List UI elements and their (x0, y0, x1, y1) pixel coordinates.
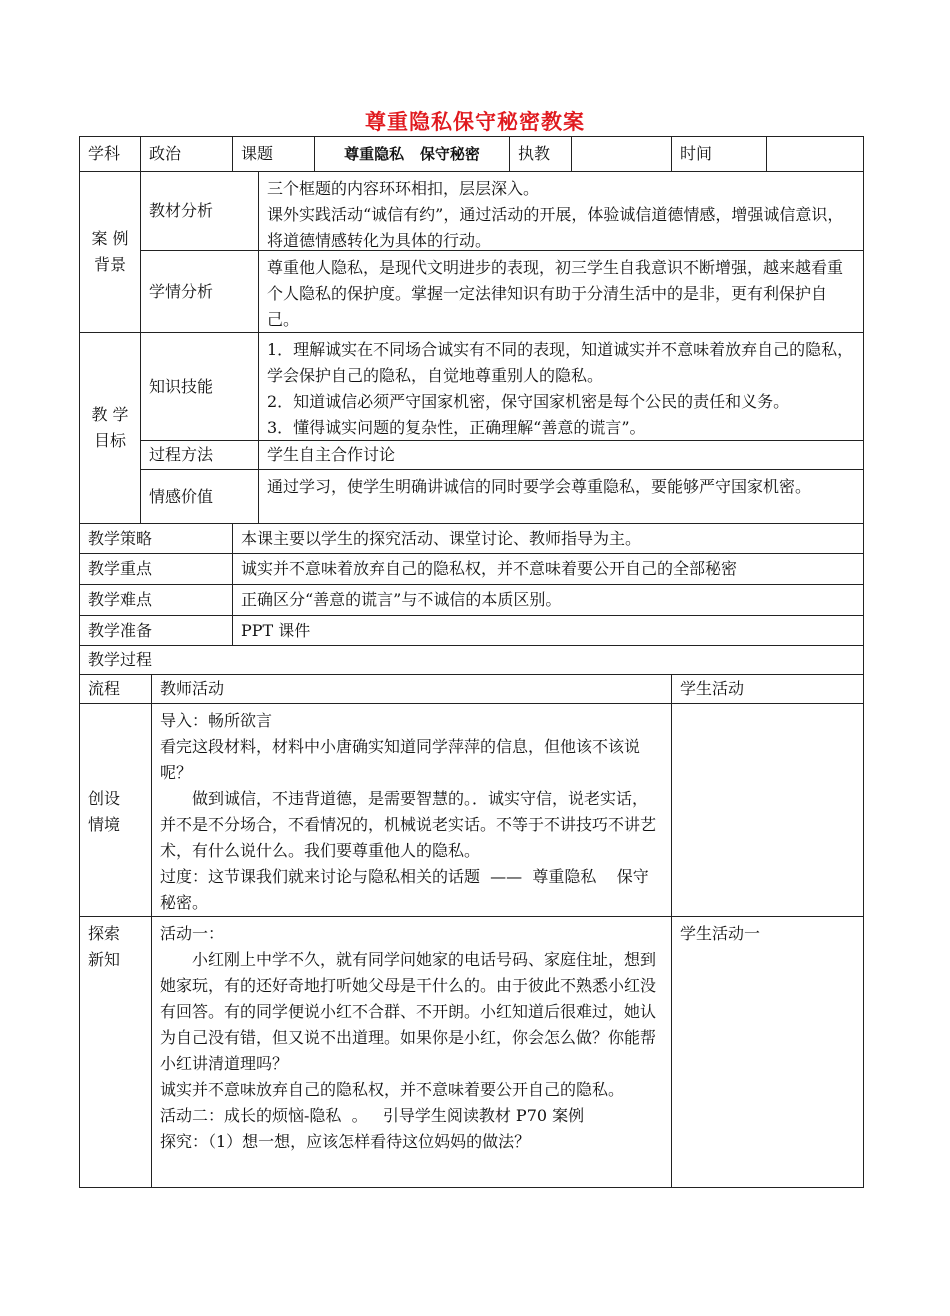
topic-label: 课题 (232, 136, 315, 172)
time-value (766, 136, 864, 172)
stage-explore-label: 探索 新知 (79, 916, 152, 1188)
teacher-label: 执教 (509, 136, 572, 172)
emotion-value-label: 情感价值 (140, 469, 259, 524)
activity-one-title: 活动一： (160, 924, 225, 943)
activity-one-story: 小红刚上中学不久，就有同学问她家的电话号码、家庭住址，想到她家玩，有的还好奇地打听她父母是干什么的。由于彼此不熟悉小红没有回答。有的同学便说小红不合群、不开朗。小红知道后很难过，她认为自己没有错，但又说不出道理。如果你是小红，你会怎么做？你能帮小红讲清道理吗？ (160, 950, 657, 1073)
focus-label: 教学重点 (79, 553, 233, 585)
subject-label: 学科 (79, 136, 141, 172)
emotion-value-text: 通过学习，使学生明确讲诚信的同时要学会尊重隐私，要能够严守国家机密。 (258, 469, 864, 524)
strategy-label: 教学策略 (79, 523, 233, 554)
honesty-paragraph: 做到诚信，不违背道德，是需要智慧的。．诚实守信，说老实话，并不是不分场合，不看情况的，机械说老实话。不等于不讲技巧不讲艺术，有什么说什么。我们要尊重他人的隐私。 (160, 789, 657, 860)
stage-explore-student: 学生活动一 (671, 916, 864, 1188)
teaching-goals-label: 教 学 目标 (79, 332, 141, 524)
difficulty-text: 正确区分“善意的谎言”与不诚信的本质区别。 (232, 584, 864, 616)
preparation-label: 教学准备 (79, 615, 233, 646)
strategy-text: 本课主要以学生的探究活动、课堂讨论、教师指导为主。 (232, 523, 864, 554)
knowledge-skills-label: 知识技能 (140, 332, 259, 441)
preparation-text: PPT 课件 (232, 615, 864, 646)
stage-create-situation-label: 创设 情境 (79, 703, 152, 917)
textbook-analysis-label: 教材分析 (140, 171, 259, 251)
teacher-value (571, 136, 672, 172)
transition-line: 过度：这节课我们就来讨论与隐私相关的话题 —— 尊重隐私 保守秘密。 (160, 867, 649, 912)
flow-header: 流程 (79, 674, 152, 704)
activity-one-conclusion: 诚实并不意味放弃自己的隐私权，并不意味着要公开自己的隐私。 (160, 1080, 625, 1099)
knowledge-skills-text: 1．理解诚实在不同场合诚实有不同的表现，知道诚实并不意味着放弃自己的隐私，学会保护自己的隐私，自觉地尊重别人的隐私。 2．知道诚信必须严守国家机密，保守国家机密是每个公民的责任和义务。 3．懂得诚实问题的复杂性，正确理解“善意的谎言”。 (258, 332, 864, 441)
teacher-activity-header: 教师活动 (151, 674, 672, 704)
case-background-label: 案 例 背景 (79, 171, 141, 333)
process-method-label: 过程方法 (140, 440, 259, 470)
intro-line: 导入：畅所欲言 (160, 711, 273, 730)
activity-two-title: 活动二：成长的烦恼-隐私 。 引导学生阅读教材 P70 案例 (160, 1106, 585, 1125)
difficulty-label: 教学难点 (79, 584, 233, 616)
stage-create-situation-teacher (151, 703, 672, 917)
document-title: 尊重隐私保守秘密教案 (365, 110, 585, 134)
student-activity-header: 学生活动 (671, 674, 864, 704)
focus-text: 诚实并不意味着放弃自己的隐私权，并不意味着要公开自己的全部秘密 (232, 553, 864, 585)
subject-value: 政治 (140, 136, 233, 172)
student-analysis-label: 学情分析 (140, 250, 259, 333)
time-label: 时间 (671, 136, 767, 172)
process-method-text: 学生自主合作讨论 (258, 440, 864, 470)
teaching-process-title: 教学过程 (79, 645, 864, 675)
activity-two-question: 探究：（1）想一想，应该怎样看待这位妈妈的做法？ (160, 1132, 531, 1151)
material-question: 看完这段材料，材料中小唐确实知道同学萍萍的信息，但他该不该说呢？ (160, 737, 641, 782)
textbook-analysis-text: 三个框题的内容环环相扣，层层深入。 课外实践活动“诚信有约”，通过活动的开展，体验诚信道德情感，增强诚信意识，将道德情感转化为具体的行动。 (258, 171, 864, 251)
topic-value: 尊重隐私 保守秘密 (314, 136, 510, 172)
student-analysis-text: 尊重他人隐私，是现代文明进步的表现，初三学生自我意识不断增强，越来越看重个人隐私的保护度。掌握一定法律知识有助于分清生活中的是非，更有利保护自己。 (258, 250, 864, 333)
stage-explore-teacher (151, 916, 672, 1188)
stage-create-situation-student (671, 703, 864, 917)
